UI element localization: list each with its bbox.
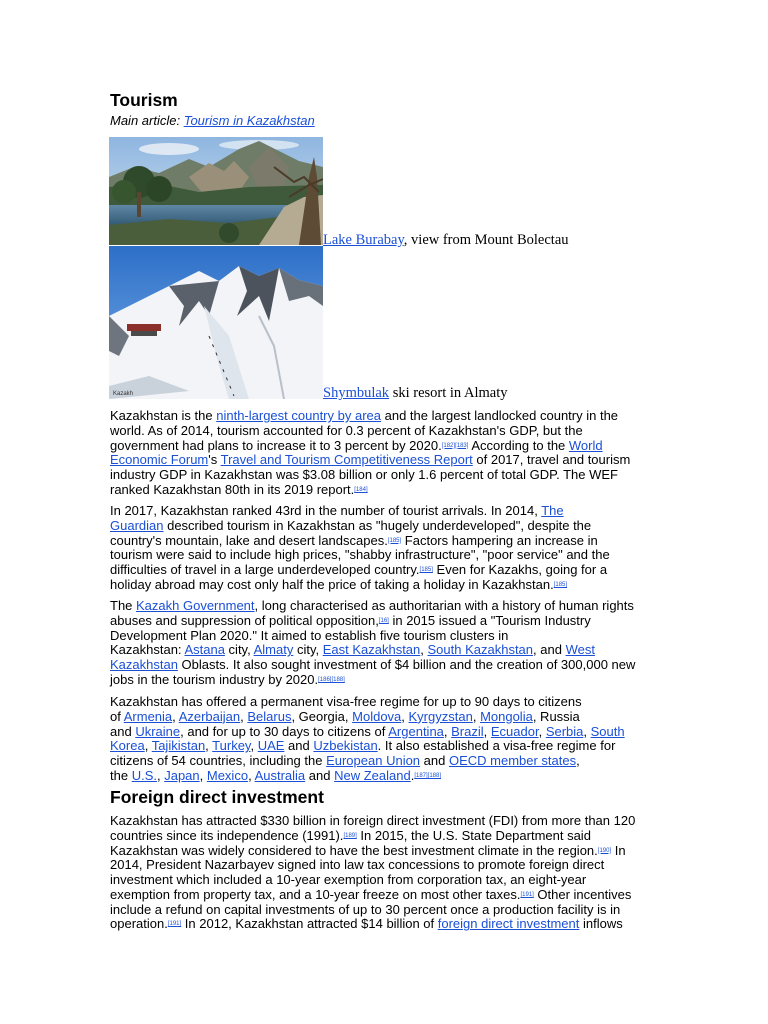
link-lake-burabay[interactable]: Lake Burabay	[323, 232, 404, 248]
citation-186[interactable]: [186]	[318, 676, 332, 683]
link-mongolia[interactable]: Mongolia	[480, 708, 533, 724]
link-european-union[interactable]: European Union	[326, 753, 421, 768]
text: operation.	[110, 916, 168, 932]
text: ,	[583, 723, 591, 739]
section-heading-tourism: Tourism	[110, 90, 178, 110]
text: ,	[420, 642, 428, 658]
link-turkey[interactable]: Turkey	[212, 738, 251, 754]
text: world. As of 2014, tourism accounted for 0.3 percent of Kazakhstan's GDP, but the	[110, 422, 583, 438]
text: Kazakhstan has offered a permanent visa-free regime for up to 90 days to citizens	[110, 694, 582, 709]
snowy-ski-slope-photo	[109, 246, 323, 399]
link-east-kazakhstan[interactable]: East Kazakhstan	[322, 642, 421, 658]
link-the-guardian-part2[interactable]: Guardian	[110, 517, 164, 533]
link-serbia[interactable]: Serbia	[545, 723, 584, 739]
link-brazil[interactable]: Brazil	[451, 723, 484, 739]
text: and	[305, 767, 335, 783]
text: and	[420, 753, 449, 768]
citation-190[interactable]: [190]	[597, 847, 612, 854]
caption-text: , view from Mount Bolectau	[403, 232, 569, 248]
citation-185[interactable]: [185]	[387, 537, 402, 544]
citation-187[interactable]: [187]	[414, 772, 428, 779]
text: citizens of 54 countries, including the	[110, 753, 327, 768]
link-west-kazakhstan-part2[interactable]: Kazakhstan	[110, 657, 178, 672]
text: According to the	[468, 437, 569, 453]
text: and	[284, 738, 314, 754]
link-uzbekistan[interactable]: Uzbekistan	[313, 738, 378, 754]
text: described tourism in Kazakhstan as "hugely underdeveloped", despite the	[163, 517, 592, 533]
text: ranked Kazakhstan 80th in its 2019 report.	[110, 481, 355, 497]
text: ,	[156, 767, 165, 783]
text: 2014, President Nazarbayev signed into law tax concessions to promote foreign direct	[110, 857, 605, 873]
caption-shymbulak	[323, 385, 507, 401]
text: , Russia	[532, 708, 580, 724]
text: ,	[538, 723, 546, 739]
link-new-zealand[interactable]: New Zealand	[334, 767, 411, 783]
paragraph-4	[110, 695, 670, 784]
text: tourism were said to include high prices, "shabby infrastructure", "poor service" and the	[110, 547, 610, 563]
caption-text: ski resort in Almaty	[389, 385, 508, 401]
link-australia[interactable]: Australia	[254, 767, 306, 783]
figure-lake-burabay	[109, 137, 669, 248]
citation-191[interactable]: [191]	[520, 891, 534, 898]
link-shymbulak[interactable]: Shymbulak	[323, 385, 390, 401]
text: . It also established a visa-free regime for	[377, 738, 616, 754]
citation-16[interactable]: [16]	[378, 617, 389, 624]
link-oecd-member-states[interactable]: OECD member states	[448, 753, 577, 768]
text: , and	[533, 642, 566, 658]
text: ,	[240, 708, 248, 724]
link-world-economic-forum-part1[interactable]: World	[568, 437, 603, 453]
text: of	[110, 708, 124, 724]
link-us[interactable]: U.S.	[131, 767, 157, 783]
text: , Georgia,	[291, 708, 353, 724]
text: countries since its independence (1991).	[110, 827, 344, 843]
citation-185[interactable]: [185]	[553, 581, 568, 588]
link-belarus[interactable]: Belarus	[247, 708, 292, 724]
text: ,	[483, 723, 491, 739]
text: difficulties of travel in a large underdeveloped country.	[110, 562, 420, 577]
citation-188[interactable]: [188]	[427, 772, 442, 779]
link-tourism-in-kazakhstan[interactable]: Tourism in Kazakhstan	[183, 113, 315, 128]
text: Kazakhstan was widely considered to have the best investment climate in the region.	[110, 842, 598, 858]
link-kyrgyzstan[interactable]: Kyrgyzstan	[408, 708, 473, 724]
text: abuses and suppression of political opposition,	[110, 612, 379, 628]
text: ,	[472, 708, 481, 724]
text: In 2017, Kazakhstan ranked 43rd in the number of tourist arrivals. In 2014,	[110, 503, 542, 518]
link-ecuador[interactable]: Ecuador	[490, 723, 539, 739]
text: the	[110, 767, 132, 783]
text: In 2012, Kazakhstan attracted $14 billion of	[181, 916, 438, 932]
paragraph-2	[110, 504, 670, 593]
text: ,	[401, 708, 409, 724]
link-uae[interactable]: UAE	[257, 738, 285, 754]
paragraph-3	[110, 599, 670, 688]
text: ,	[144, 738, 152, 754]
main-article-prefix: Main article:	[110, 113, 184, 128]
text: In 2015, the U.S. State Department said	[356, 827, 591, 843]
text: Kazakhstan:	[110, 642, 185, 658]
main-article-note	[110, 113, 315, 129]
text: ,	[172, 708, 179, 724]
text: In	[611, 842, 626, 858]
text: Even for Kazakhs, going for a	[432, 562, 608, 577]
text: include a refund on capital investments of up to 30 percent once a production facility is in	[110, 901, 621, 917]
link-foreign-direct-investment[interactable]: foreign direct investment	[437, 916, 580, 932]
link-south-korea-part2[interactable]: Korea	[110, 738, 145, 754]
citation-182[interactable]: [182]	[441, 442, 456, 449]
link-kazakh-government[interactable]: Kazakh Government	[136, 598, 255, 613]
text: ,	[248, 767, 255, 783]
link-world-economic-forum-part2[interactable]: Economic Forum	[110, 452, 209, 468]
link-west-kazakhstan-part1[interactable]: West	[565, 642, 595, 658]
text: ,	[576, 753, 580, 768]
text: and the largest landlocked country in the	[381, 408, 619, 423]
citation-185[interactable]: [185]	[419, 567, 433, 573]
text: The	[110, 598, 137, 613]
link-armenia[interactable]: Armenia	[123, 708, 173, 724]
link-south-korea-part1[interactable]: South	[590, 723, 625, 739]
link-the-guardian-part1[interactable]: The	[541, 503, 564, 518]
text: 's	[208, 452, 221, 468]
paragraph-5	[110, 814, 670, 932]
text: inflows	[579, 916, 623, 932]
text: Kazakhstan is the	[110, 408, 217, 423]
link-japan[interactable]: Japan	[164, 767, 200, 783]
text: Development Plan 2020." It aimed to establish five tourism clusters in	[110, 627, 509, 643]
text: and	[110, 723, 136, 739]
text: industry GDP in Kazakhstan was $3.08 billion or only 1.6 percent of total GDP. The WEF	[110, 467, 618, 482]
citation-183[interactable]: [183]	[455, 442, 469, 449]
figure-shymbulak	[109, 246, 669, 399]
svg-text:Kazakh: Kazakh	[113, 391, 134, 397]
text: in 2015 issued a "Tourism Industry	[388, 612, 591, 628]
text: country's mountain, lake and desert landscapes.	[110, 532, 388, 548]
text: holiday abroad may cost only half the price of taking a holiday in Kazakhstan.	[110, 576, 554, 592]
text: jobs in the tourism industry by 2020.	[110, 671, 319, 687]
link-azerbaijan[interactable]: Azerbaijan	[178, 708, 241, 724]
text: , long characterised as authoritarian with a history of human rights	[254, 598, 634, 613]
link-mexico[interactable]: Mexico	[206, 767, 249, 783]
text: ,	[443, 723, 452, 739]
link-ukraine[interactable]: Ukraine	[135, 723, 181, 739]
text: .	[410, 767, 415, 783]
link-travel-tourism-report[interactable]: Travel and Tourism Competitiveness Report	[220, 452, 473, 468]
text: , and for up to 30 days to citizens of	[180, 723, 389, 739]
link-ninth-largest-country[interactable]: ninth-largest country by area	[216, 408, 381, 423]
text: Other incentives	[533, 886, 632, 902]
text: investment which included a 10-year exemption from corporation tax, an eight-year	[110, 872, 587, 887]
section-heading-fdi: Foreign direct investment	[110, 787, 324, 807]
link-argentina[interactable]: Argentina	[388, 723, 444, 739]
text: of 2017, travel and tourism	[472, 452, 631, 468]
text: Oblasts. It also sought investment of $4 billion and the creation of 300,000 new	[177, 657, 636, 672]
link-south-kazakhstan[interactable]: South Kazakhstan	[427, 642, 534, 658]
text: city,	[293, 642, 323, 658]
text: city,	[224, 642, 254, 658]
text: Kazakhstan has attracted $330 billion in foreign direct investment (FDI) from more than 120	[110, 813, 636, 828]
citation-189[interactable]: [189]	[343, 832, 357, 839]
citation-188[interactable]: [188]	[331, 676, 345, 683]
citation-184[interactable]: [184]	[354, 486, 368, 493]
text: ,	[199, 767, 207, 783]
text: government had plans to increase it to 3 percent by 2020.	[110, 437, 442, 453]
text: ,	[205, 738, 213, 754]
paragraph-1	[110, 409, 670, 498]
lake-mountain-photo	[109, 137, 323, 245]
link-tajikistan[interactable]: Tajikistan	[151, 738, 206, 754]
link-almaty[interactable]: Almaty	[253, 642, 294, 658]
link-astana[interactable]: Astana	[184, 642, 225, 658]
text: Factors hampering an increase in	[401, 532, 598, 548]
text: ,	[250, 738, 258, 754]
text: exemption from property tax, and a 10-year freeze on most other taxes.	[110, 886, 521, 902]
link-moldova[interactable]: Moldova	[352, 708, 402, 724]
citation-191[interactable]: [191]	[167, 921, 182, 928]
